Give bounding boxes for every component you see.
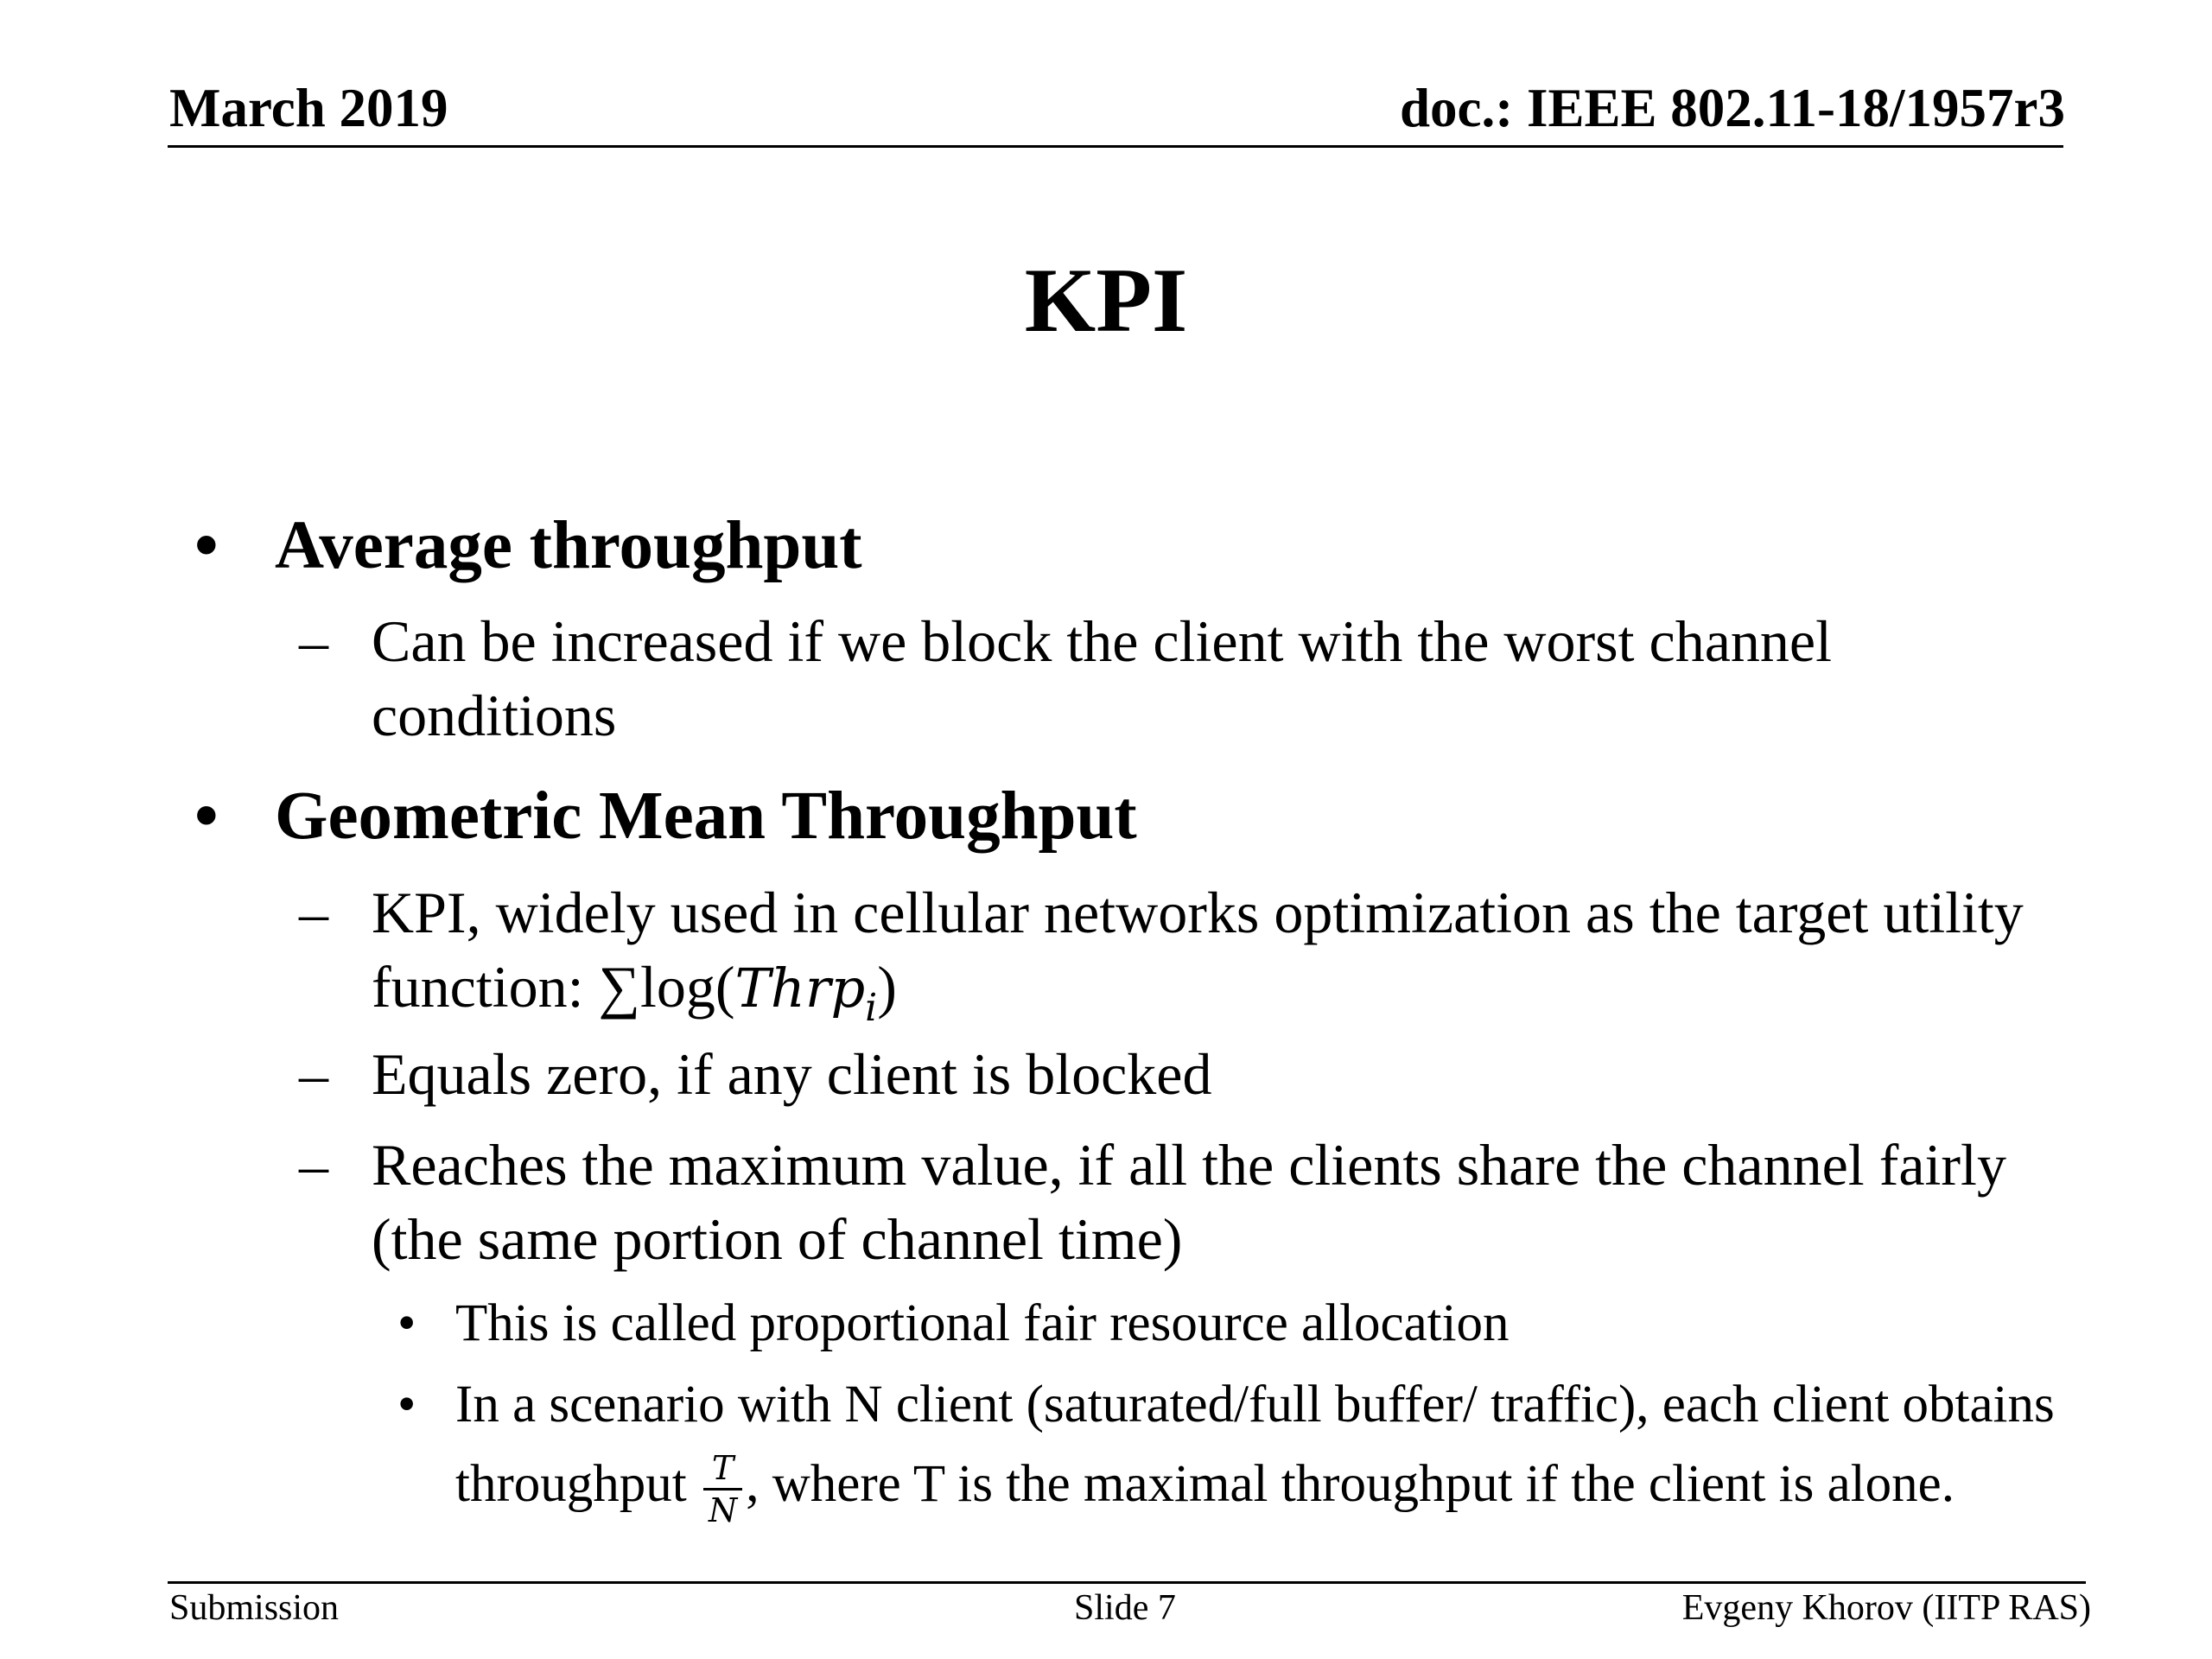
slide-title: KPI: [1024, 250, 1188, 351]
third-bullet-text: This is called proportional fair resource allocation: [455, 1294, 1510, 1352]
fraction-t-over-n: $\frac{T}{N}$: [703, 1452, 742, 1527]
sub-bullet-text: [372, 875, 2082, 1046]
header-rule: [168, 145, 2063, 148]
footer-slide-number: Slide 7: [1074, 1588, 1176, 1628]
sub-bullet-text: Reaches the maximum value, if all the clients share the channel fairly (the same portion of channel time): [372, 1132, 2006, 1272]
header-date: March 2019: [169, 78, 448, 138]
footer-author: Evgeny Khorov (IITP RAS): [1681, 1588, 2091, 1628]
dash-mark: –: [299, 880, 328, 945]
dash-mark: –: [299, 608, 328, 674]
third-bullet-text: In a scenario with N client (saturated/full buffer/ traffic), each client obtains throughput $\frac{T}{N}$ , where T is the maximal throughput if the client is alone.: [455, 1376, 2055, 1529]
footer-submission: Submission: [169, 1588, 340, 1628]
bullet-text: Geometric Mean Throughput: [275, 779, 1137, 854]
header-doc-id: doc.: IEEE 802.11-18/1957r3: [1399, 78, 2065, 138]
sub-bullet-prefix: KPI, widely used in cellular networks optimization as the target utility function:: [372, 880, 2024, 1020]
bullet-mark: •: [194, 779, 219, 854]
bullet-mark: •: [397, 1294, 416, 1352]
footer-rule: [168, 1581, 2086, 1584]
bullet-mark: •: [194, 508, 219, 583]
sub-bullet-text: Can be increased if we block the client with the worst channel conditions: [372, 608, 1832, 748]
utility-formula: ∑log(Thrp$_i$): [598, 954, 897, 1030]
dash-mark: –: [299, 1041, 328, 1107]
sub-bullet-text: Equals zero, if any client is blocked: [372, 1041, 1212, 1107]
dash-mark: –: [299, 1132, 328, 1198]
bullet-mark: •: [397, 1376, 416, 1433]
bullet-text: Average throughput: [275, 508, 862, 583]
